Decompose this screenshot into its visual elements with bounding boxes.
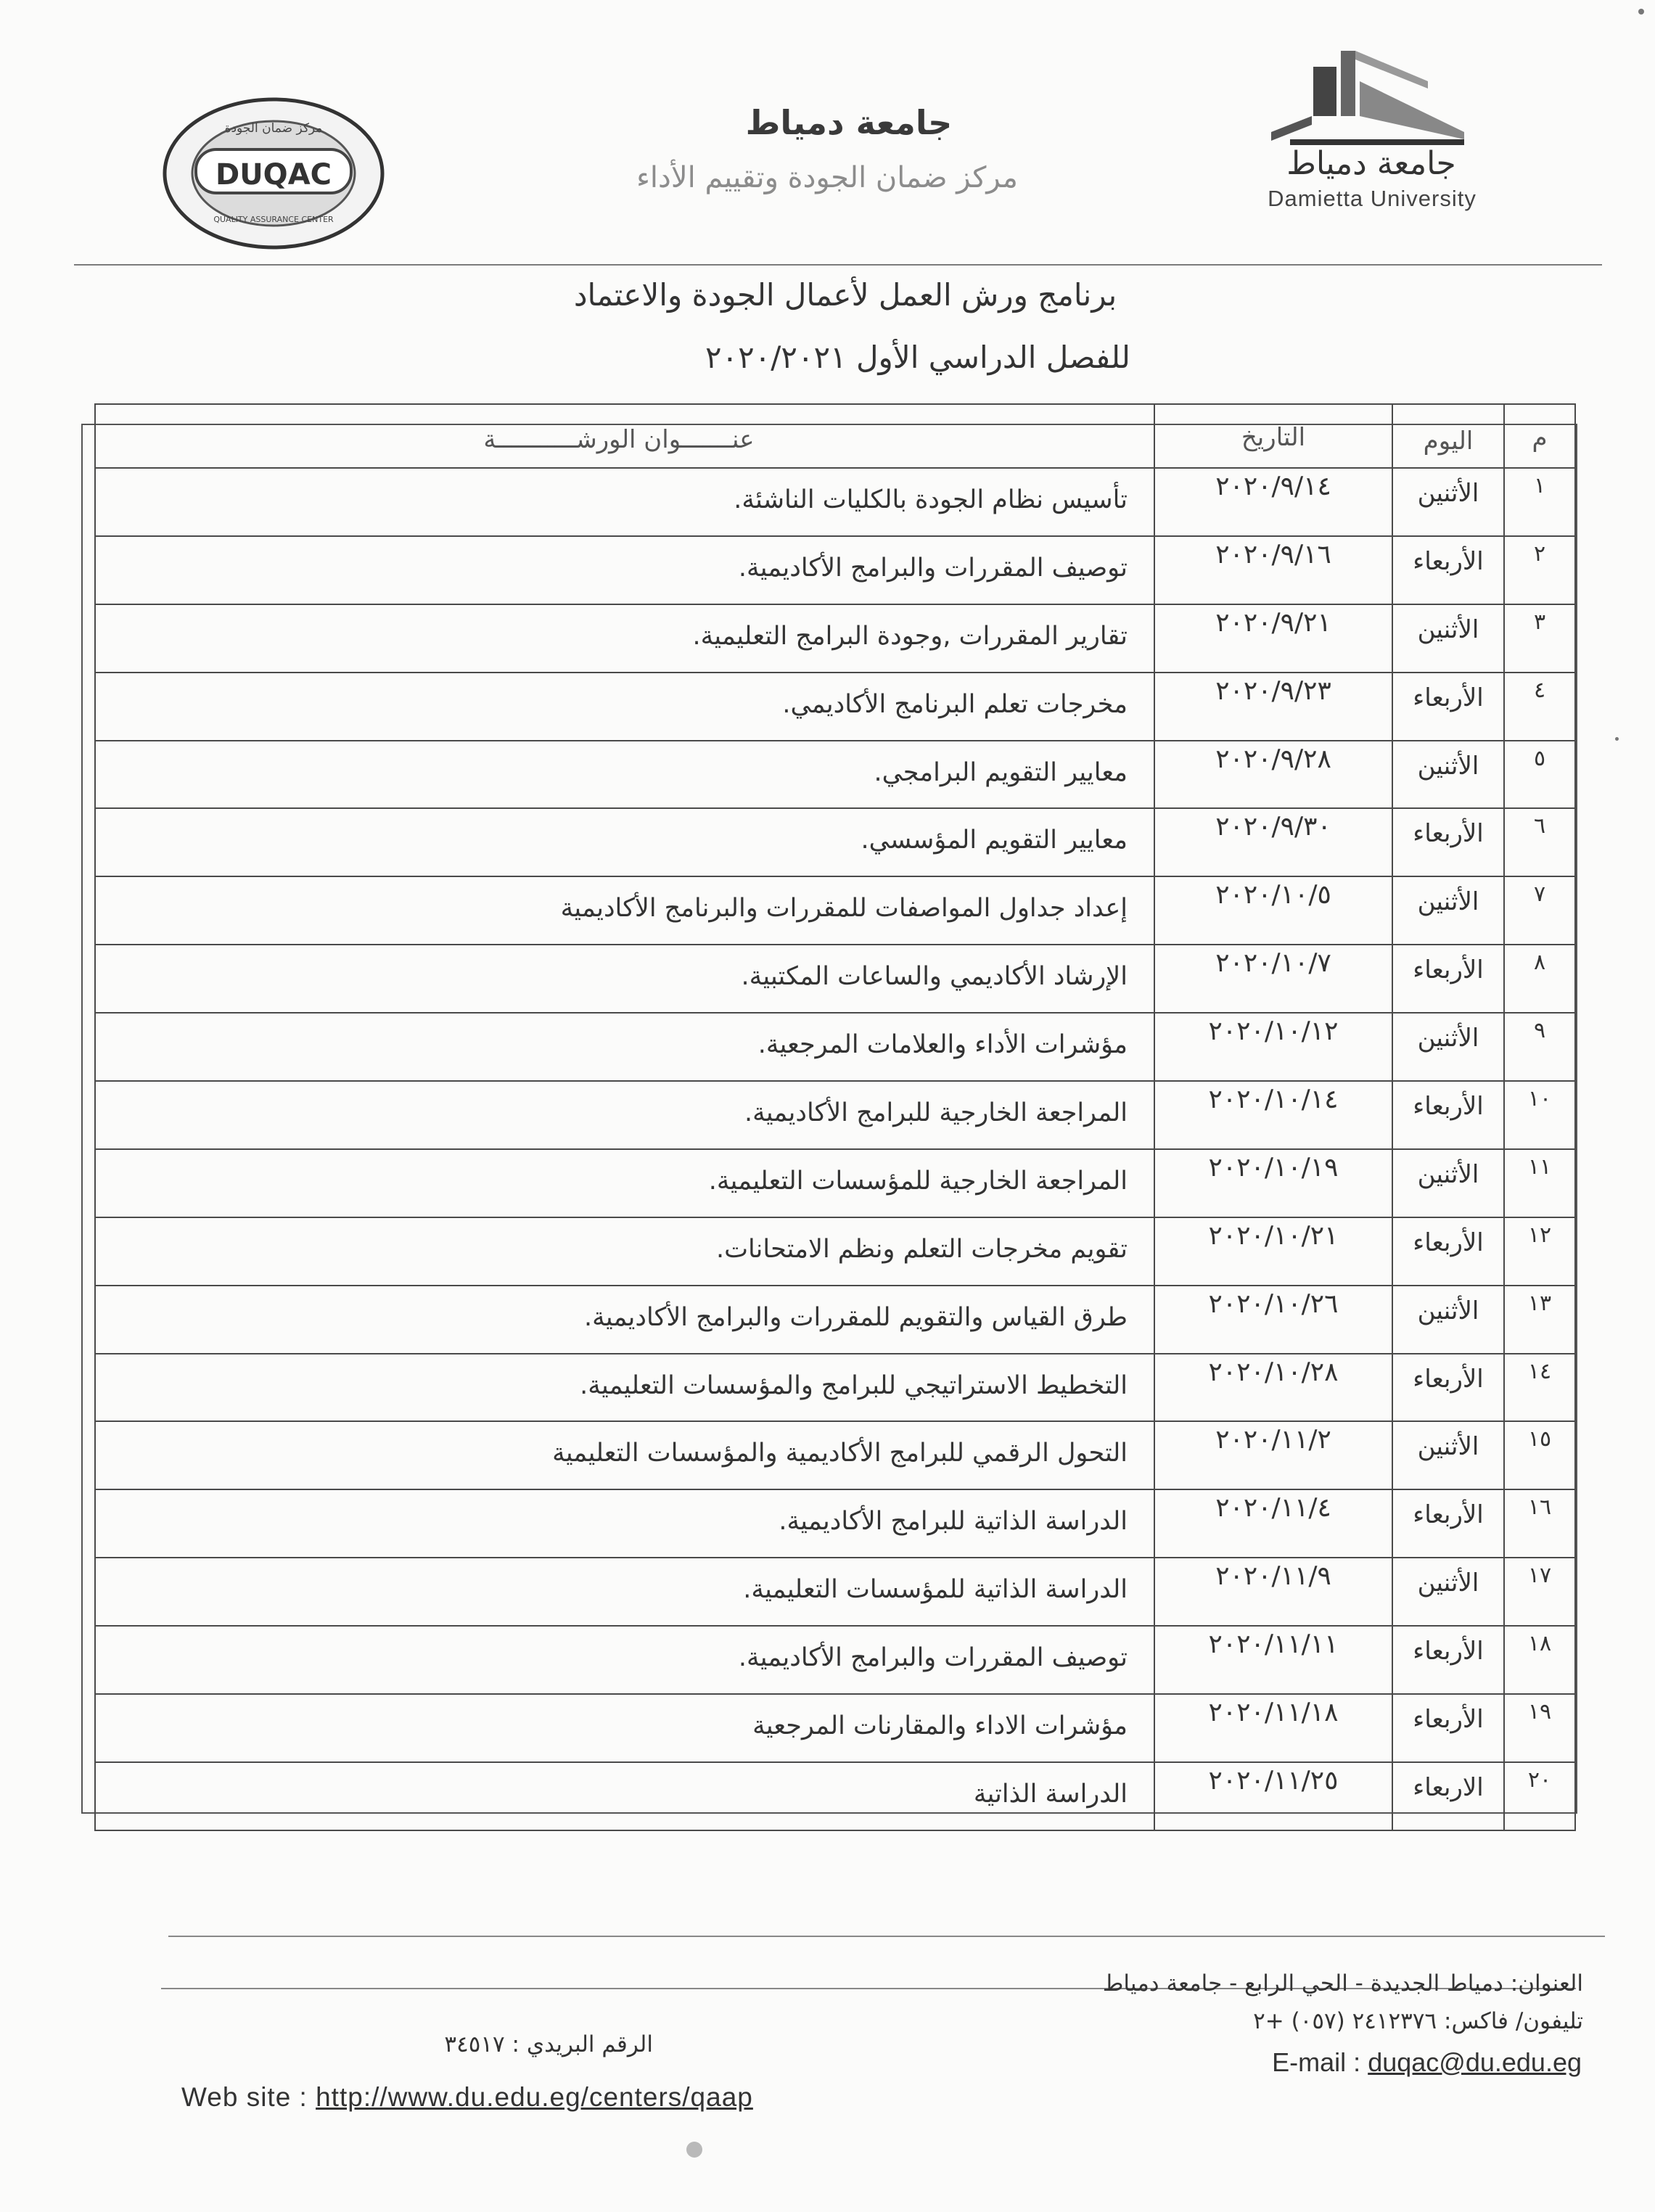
row-title: معايير التقويم المؤسسي.: [95, 808, 1154, 876]
row-title: تأسيس نظام الجودة بالكليات الناشئة.: [95, 468, 1154, 536]
row-date: ٢٠٢٠/١٠/١٩: [1154, 1149, 1392, 1217]
row-number: ١٤: [1504, 1354, 1575, 1422]
row-title: التحول الرقمي للبرامج الأكاديمية والمؤسسات التعليمية: [95, 1421, 1154, 1489]
row-date: ٢٠٢٠/١٠/٥: [1154, 876, 1392, 945]
table-header-row: [95, 404, 1575, 468]
row-number: ٦: [1504, 808, 1575, 876]
row-date: ٢٠٢٠/١١/٢: [1154, 1421, 1392, 1489]
row-number: ١: [1504, 468, 1575, 536]
duqac-logo-english: QUALITY ASSURANCE CENTER: [213, 215, 334, 224]
row-date: ٢٠٢٠/٩/١٦: [1154, 536, 1392, 604]
phone-label: تليفون/ فاكس:: [1444, 2008, 1583, 2034]
row-day: الأثنين: [1392, 1286, 1504, 1354]
phone-value: ٢٤١٢٣٧٦ (٠٥٧) +٢: [1253, 2008, 1437, 2034]
table-body: [95, 468, 1575, 1830]
table-row: [95, 876, 1575, 945]
document-title: برنامج ورش العمل لأعمال الجودة والاعتماد: [573, 277, 1117, 313]
row-day: الأربعاء: [1392, 1489, 1504, 1558]
row-number: ١٨: [1504, 1626, 1575, 1694]
row-day: الأثنين: [1392, 1421, 1504, 1489]
row-day: الأربعاء: [1392, 1626, 1504, 1694]
row-day: الأثنين: [1392, 876, 1504, 945]
address-label: العنوان:: [1510, 1970, 1583, 1997]
table-row: [95, 1558, 1575, 1626]
document-subtitle: للفصل الدراسي الأول ٢٠٢٠/٢٠٢١: [705, 340, 1130, 375]
table-row: [95, 1217, 1575, 1286]
table-row: [95, 808, 1575, 876]
duqac-logo: [158, 93, 389, 254]
row-day: الأربعاء: [1392, 945, 1504, 1013]
row-number: ١٩: [1504, 1694, 1575, 1762]
row-number: ٢: [1504, 536, 1575, 604]
row-date: ٢٠٢٠/١١/٢٥: [1154, 1762, 1392, 1830]
row-date: ٢٠٢٠/١١/٩: [1154, 1558, 1392, 1626]
scan-speck: [1615, 737, 1619, 741]
postal-label: الرقم البريدي :: [512, 2031, 653, 2057]
email-label: E-mail :: [1272, 2047, 1361, 2077]
row-day: الأربعاء: [1392, 536, 1504, 604]
row-title: تقويم مخرجات التعلم ونظم الامتحانات.: [95, 1217, 1154, 1286]
table-row: [95, 1081, 1575, 1149]
row-date: ٢٠٢٠/١٠/٢١: [1154, 1217, 1392, 1286]
row-number: ٣: [1504, 604, 1575, 673]
row-title: الإرشاد الأكاديمي والساعات المكتبية.: [95, 945, 1154, 1013]
table-row: [95, 741, 1575, 809]
row-day: الأربعاء: [1392, 1694, 1504, 1762]
du-logo-arabic: جامعة دمياط: [1286, 145, 1456, 182]
footer-divider-top: [168, 1936, 1605, 1937]
table-row: [95, 673, 1575, 741]
row-day: الأثنين: [1392, 741, 1504, 809]
row-title: المراجعة الخارجية للمؤسسات التعليمية.: [95, 1149, 1154, 1217]
row-day: الأثنين: [1392, 1013, 1504, 1081]
row-day: الأثنين: [1392, 468, 1504, 536]
row-date: ٢٠٢٠/١٠/١٢: [1154, 1013, 1392, 1081]
row-number: ١١: [1504, 1149, 1575, 1217]
row-date: ٢٠٢٠/١٠/٢٨: [1154, 1354, 1392, 1422]
row-date: ٢٠٢٠/٩/٢٨: [1154, 741, 1392, 809]
website-link[interactable]: http://www.du.edu.eg/centers/qaap: [316, 2082, 753, 2112]
workshop-schedule-table: [94, 403, 1576, 1831]
header-title: عنـــــــوان الورشـــــــــــة: [95, 404, 1154, 468]
row-day: الأثنين: [1392, 604, 1504, 673]
row-number: ٩: [1504, 1013, 1575, 1081]
website-label: Web site :: [181, 2082, 308, 2112]
row-date: ٢٠٢٠/٩/٣٠: [1154, 808, 1392, 876]
table-row: [95, 536, 1575, 604]
row-date: ٢٠٢٠/١١/١٨: [1154, 1694, 1392, 1762]
row-day: الأربعاء: [1392, 673, 1504, 741]
row-number: ١٦: [1504, 1489, 1575, 1558]
footer-website: [181, 2082, 892, 2113]
row-title: إعداد جداول المواصفات للمقررات والبرنامج الأكاديمية: [95, 876, 1154, 945]
footer-address: [972, 1970, 1583, 1997]
row-title: تقارير المقررات ,وجودة البرامج التعليمية.: [95, 604, 1154, 673]
row-number: ١٢: [1504, 1217, 1575, 1286]
row-date: ٢٠٢٠/١٠/٢٦: [1154, 1286, 1392, 1354]
row-day: الأربعاء: [1392, 1354, 1504, 1422]
row-date: ٢٠٢٠/٩/٢١: [1154, 604, 1392, 673]
row-number: ٢٠: [1504, 1762, 1575, 1830]
table-row: [95, 1762, 1575, 1830]
university-name: جامعة دمياط: [745, 103, 953, 142]
header-day: اليوم: [1392, 404, 1504, 468]
row-title: مخرجات تعلم البرنامج الأكاديمي.: [95, 673, 1154, 741]
row-number: ٧: [1504, 876, 1575, 945]
footer-postal: [348, 2031, 653, 2057]
table-row: [95, 1421, 1575, 1489]
row-number: ٨: [1504, 945, 1575, 1013]
table-row: [95, 1013, 1575, 1081]
row-date: ٢٠٢٠/٩/١٤: [1154, 468, 1392, 536]
table-row: [95, 1149, 1575, 1217]
duqac-logo-arabic: مركز ضمان الجودة: [224, 121, 323, 136]
email-link[interactable]: duqac@du.edu.eg: [1368, 2047, 1582, 2077]
row-title: طرق القياس والتقويم للمقررات والبرامج الأكاديمية.: [95, 1286, 1154, 1354]
footer-email: [1132, 2047, 1582, 2078]
row-date: ٢٠٢٠/٩/٢٣: [1154, 673, 1392, 741]
header-num: م: [1504, 404, 1575, 468]
row-day: الأربعاء: [1392, 1081, 1504, 1149]
row-number: ٥: [1504, 741, 1575, 809]
row-title: الدراسة الذاتية للبرامج الأكاديمية.: [95, 1489, 1154, 1558]
table-row: [95, 945, 1575, 1013]
du-logo-english: Damietta University: [1268, 186, 1477, 211]
scan-speck: [1638, 9, 1644, 15]
table-row: [95, 1286, 1575, 1354]
row-title: الدراسة الذاتية للمؤسسات التعليمية.: [95, 1558, 1154, 1626]
header-divider: [74, 264, 1602, 266]
row-day: الأثنين: [1392, 1149, 1504, 1217]
row-title: مؤشرات الأداء والعلامات المرجعية.: [95, 1013, 1154, 1081]
row-number: ١٣: [1504, 1286, 1575, 1354]
postal-value: ٣٤٥١٧: [444, 2031, 505, 2057]
row-title: معايير التقويم البرامجي.: [95, 741, 1154, 809]
row-number: ٤: [1504, 673, 1575, 741]
row-title: المراجعة الخارجية للبرامج الأكاديمية.: [95, 1081, 1154, 1149]
row-number: ١٥: [1504, 1421, 1575, 1489]
center-name: مركز ضمان الجودة وتقييم الأداء: [636, 161, 1018, 194]
table-row: [95, 1626, 1575, 1694]
address-value: دمياط الجديدة - الحي الرابع - جامعة دمياط: [1102, 1970, 1503, 1997]
row-title: مؤشرات الاداء والمقارنات المرجعية: [95, 1694, 1154, 1762]
row-date: ٢٠٢٠/١٠/٧: [1154, 945, 1392, 1013]
row-title: توصيف المقررات والبرامج الأكاديمية.: [95, 1626, 1154, 1694]
duqac-logo-abbr: DUQAC: [215, 158, 332, 192]
header-date: التاريخ: [1154, 404, 1392, 468]
row-title: توصيف المقررات والبرامج الأكاديمية.: [95, 536, 1154, 604]
scan-speck: [686, 2142, 702, 2158]
table-row: [95, 1354, 1575, 1422]
row-day: الأربعاء: [1392, 808, 1504, 876]
table-row: [95, 1694, 1575, 1762]
row-date: ٢٠٢٠/١١/١١: [1154, 1626, 1392, 1694]
row-number: ١٠: [1504, 1081, 1575, 1149]
table-row: [95, 468, 1575, 536]
row-date: ٢٠٢٠/١٠/١٤: [1154, 1081, 1392, 1149]
row-number: ١٧: [1504, 1558, 1575, 1626]
row-day: الأربعاء: [1392, 1217, 1504, 1286]
row-date: ٢٠٢٠/١١/٤: [1154, 1489, 1392, 1558]
row-title: التخطيط الاستراتيجي للبرامج والمؤسسات التعليمية.: [95, 1354, 1154, 1422]
row-title: الدراسة الذاتية: [95, 1762, 1154, 1830]
footer-phone: [987, 2008, 1583, 2034]
table-row: [95, 604, 1575, 673]
table-row: [95, 1489, 1575, 1558]
row-day: الاربعاء: [1392, 1762, 1504, 1830]
row-day: الأثنين: [1392, 1558, 1504, 1626]
